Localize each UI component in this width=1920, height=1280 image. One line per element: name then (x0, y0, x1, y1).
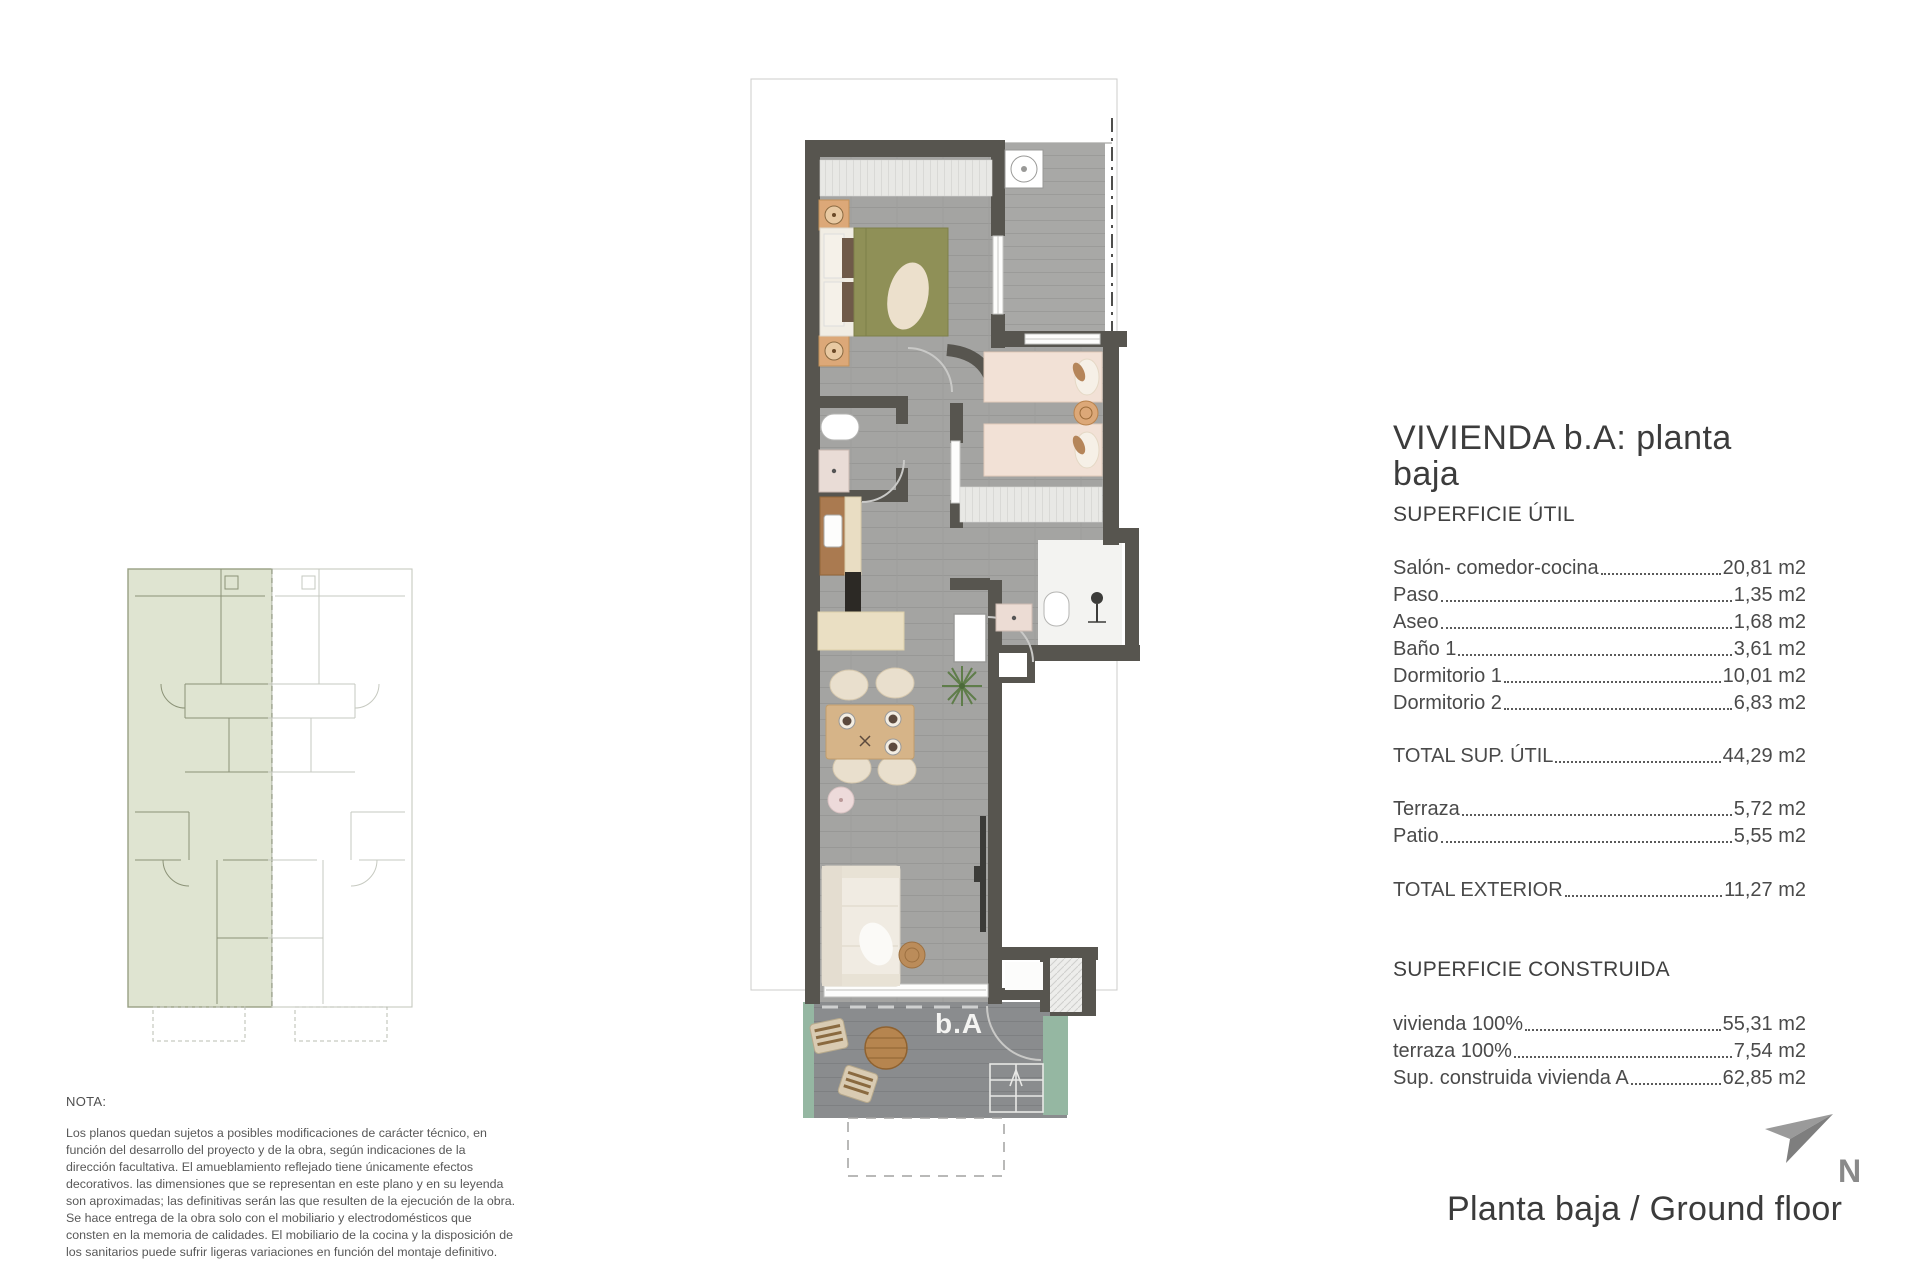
exterior-rows (1393, 794, 1806, 848)
measurements-panel (1393, 421, 1806, 1090)
single-bed (984, 352, 1102, 402)
plan-caption: Planta baja / Ground floor (1447, 1190, 1843, 1228)
kitchen-counter (818, 612, 904, 650)
measure-row: Paso 1,35 m2 (1393, 584, 1806, 607)
keyplan-drawing (125, 566, 415, 1044)
terrace (803, 1002, 1068, 1118)
nightstand (819, 200, 849, 230)
note-heading: NOTA: (66, 1094, 107, 1109)
note-block (66, 1094, 518, 1261)
measure-row: Dormitorio 2 6,83 m2 (1393, 692, 1806, 715)
page-title: VIVIENDA b.A: planta baja (1393, 419, 1732, 493)
total-exterior-row: TOTAL EXTERIOR 11,27 m2 (1393, 879, 1806, 902)
door-leaf (954, 614, 986, 662)
dot-leader (1565, 895, 1722, 897)
north-label: N (1838, 1153, 1862, 1189)
cooktop (845, 572, 861, 612)
kitchen-sink (824, 515, 842, 547)
superficie-construida-rows (1393, 1009, 1806, 1090)
dining-table (826, 705, 914, 759)
superficie-util-rows (1393, 553, 1806, 715)
sliding-door (951, 441, 960, 503)
niche (999, 653, 1027, 677)
dot-leader (1555, 761, 1720, 763)
north-arrow (1740, 1096, 1870, 1196)
single-bed (984, 424, 1102, 476)
dot-leader (1462, 814, 1732, 816)
total-util-row: TOTAL SUP. ÚTIL 44,29 m2 (1393, 745, 1806, 768)
planter-right (1043, 1016, 1068, 1115)
superficie-construida-heading: SUPERFICIE CONSTRUIDA (1393, 958, 1670, 982)
measure-row: Patio 5,55 m2 (1393, 825, 1806, 848)
dot-leader (1458, 654, 1731, 656)
measure-row: Dormitorio 1 10,01 m2 (1393, 665, 1806, 688)
dot-leader (1441, 841, 1732, 843)
toilet (1044, 592, 1069, 626)
dot-leader (1601, 573, 1721, 575)
measure-row: vivienda 100% 55,31 m2 (1393, 1013, 1806, 1036)
terrace-table (865, 1027, 907, 1069)
dot-leader (1525, 1029, 1721, 1031)
side-table (899, 942, 925, 968)
measure-row: terraza 100% 7,54 m2 (1393, 1040, 1806, 1063)
nightstand (819, 336, 849, 366)
services-shaft (1050, 958, 1082, 1012)
toilet (821, 414, 859, 440)
measure-row: Terraza 5,72 m2 (1393, 798, 1806, 821)
projection-outline (848, 1118, 1004, 1176)
dot-leader (1441, 627, 1732, 629)
dot-leader (1504, 708, 1732, 710)
unit-label: b.A (935, 1008, 984, 1039)
shower-head (1091, 592, 1103, 604)
wardrobe (960, 487, 1102, 522)
keyplan-unit-b-outline (272, 569, 412, 1007)
measure-row: Aseo 1,68 m2 (1393, 611, 1806, 634)
measure-row: Sup. construida vivienda A 62,85 m2 (1393, 1067, 1806, 1090)
terrace-stool (809, 1018, 848, 1054)
dot-leader (1514, 1056, 1732, 1058)
dot-leader (1504, 681, 1721, 683)
dot-leader (1441, 600, 1732, 602)
note-body: Los planos quedan sujetos a posibles modificaciones de carácter técnico, en función del desarrollo del proyecto y de la obra, según indicaciones de la dirección facultativa. El amueblamiento reflejado tiene únicamente efectos decorativos. las dimensiones que se representan en este plano y en su leyenda son aproximadas; las definitivas serán las que resulten de la ejecución de la obra. Se hace entrega de la obra solo con el mobiliario y electrodomésticos que consten en la memoria de calidades. El mobiliario de la cocina y la disposición de los sanitarios puede sufrir ligeras variaciones en función del montaje definitivo. (66, 1126, 516, 1259)
planter-left (803, 1002, 814, 1118)
measure-row: Baño 1 3,61 m2 (1393, 638, 1806, 661)
dot-leader (1631, 1083, 1721, 1085)
floor-plan-drawing (740, 70, 1140, 1190)
superficie-util-heading: SUPERFICIE ÚTIL (1393, 503, 1575, 527)
round-nightstand (1074, 401, 1098, 425)
keyplan-porches (153, 1007, 387, 1041)
double-bed (820, 228, 948, 336)
wardrobe (820, 160, 992, 196)
storage-box (1005, 962, 1043, 990)
washing-machine (1005, 150, 1043, 188)
keyplan-unit-a-highlight (128, 569, 272, 1007)
plant (942, 666, 982, 706)
measure-row: Salón- comedor-cocina 20,81 m2 (1393, 557, 1806, 580)
sofa (822, 866, 900, 986)
